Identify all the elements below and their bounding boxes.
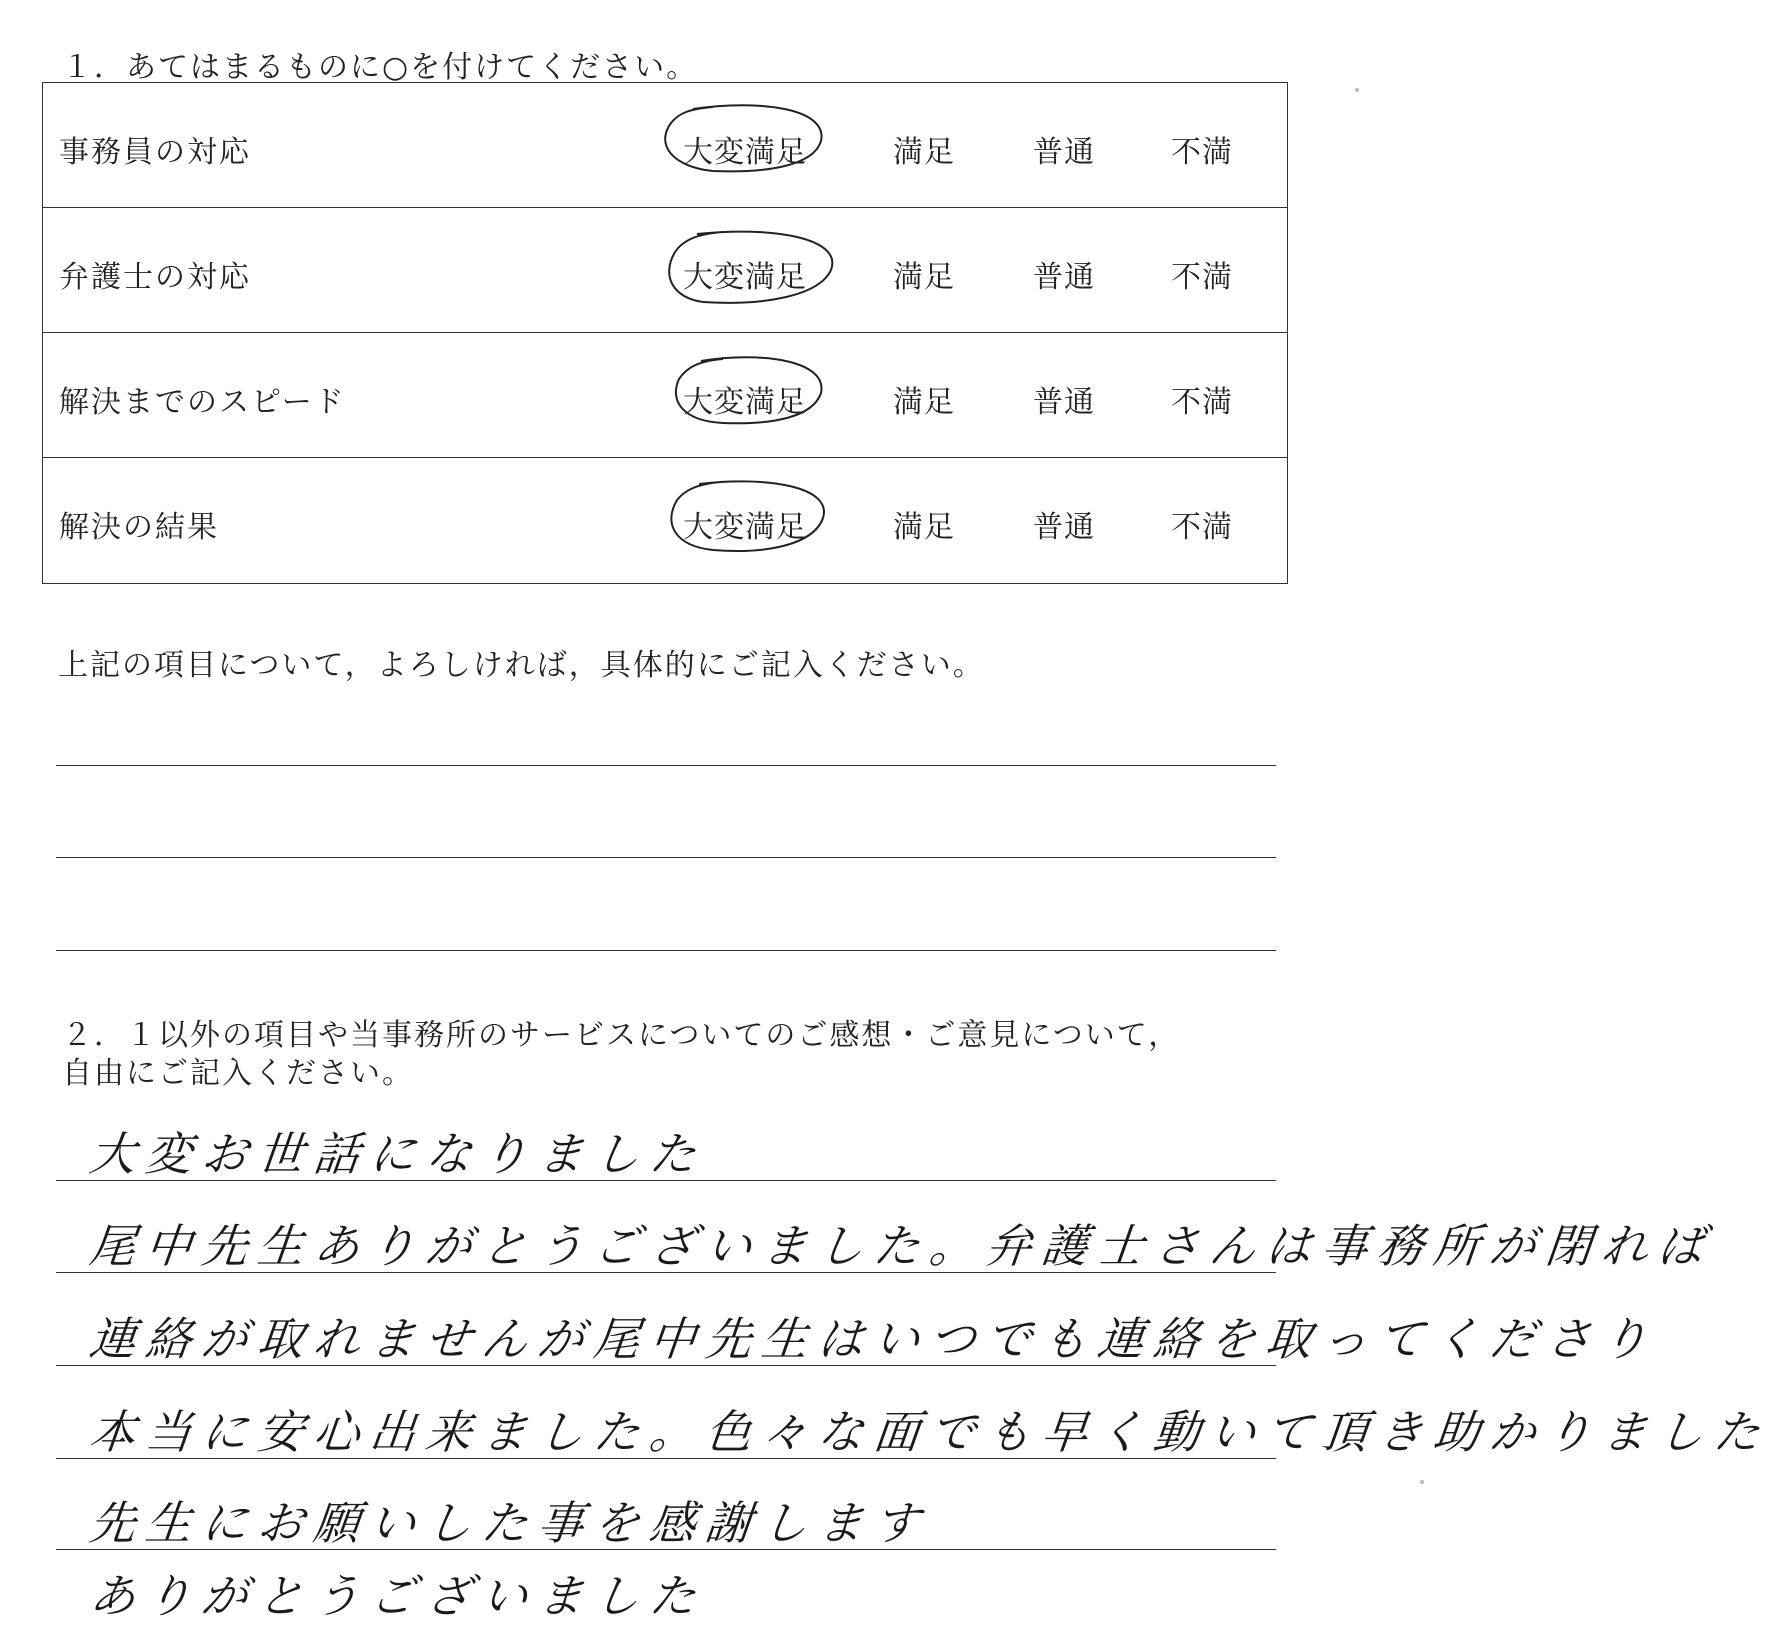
comment-line[interactable] [56, 950, 1276, 951]
table-row [43, 208, 1287, 333]
table-row [43, 333, 1287, 458]
option-satisfied[interactable]: 満足 [893, 385, 955, 420]
row-label: 弁護士の対応 [59, 260, 251, 295]
handwritten-line: 先生にお願いした事を感謝します [86, 1496, 933, 1550]
option-normal[interactable]: 普通 [1033, 260, 1095, 295]
option-dissatisfied[interactable]: 不満 [1171, 510, 1233, 545]
row-label: 解決までのスピード [59, 385, 346, 420]
row-label: 事務員の対応 [59, 135, 251, 170]
answer-line[interactable] [56, 1272, 1276, 1273]
row-label: 解決の結果 [59, 510, 219, 545]
speck [1355, 88, 1359, 92]
option-normal[interactable]: 普通 [1033, 135, 1095, 170]
option-dissatisfied[interactable]: 不満 [1171, 135, 1233, 170]
option-very-satisfied[interactable]: 大変満足 [683, 510, 807, 545]
option-satisfied[interactable]: 満足 [893, 135, 955, 170]
question-2-title: ２．１以外の項目や当事務所のサービスについてのご感想・ご意見について， [62, 1018, 1181, 1053]
option-dissatisfied[interactable]: 不満 [1171, 260, 1233, 295]
rating-table [42, 82, 1288, 584]
answer-line[interactable] [56, 1365, 1276, 1366]
answer-line[interactable] [56, 1180, 1276, 1181]
handwritten-line: 大変お世話になりました [86, 1127, 709, 1181]
speck [1420, 1480, 1424, 1484]
handwritten-line: ありがとうございました [86, 1569, 709, 1623]
option-satisfied[interactable]: 満足 [893, 510, 955, 545]
option-dissatisfied[interactable]: 不満 [1171, 385, 1233, 420]
option-very-satisfied[interactable]: 大変満足 [683, 135, 807, 170]
comment-line[interactable] [56, 765, 1276, 766]
option-satisfied[interactable]: 満足 [893, 260, 955, 295]
option-very-satisfied[interactable]: 大変満足 [683, 260, 807, 295]
answer-line[interactable] [56, 1549, 1276, 1550]
option-very-satisfied[interactable]: 大変満足 [683, 385, 807, 420]
question-2-title-cont: 自由にご記入ください。 [62, 1056, 414, 1091]
handwritten-line: 本当に安心出来ました。色々な面でも早く動いて頂き助かりました [86, 1405, 1773, 1459]
option-normal[interactable]: 普通 [1033, 385, 1095, 420]
table-row [43, 83, 1287, 208]
comment-line[interactable] [56, 857, 1276, 858]
handwritten-line: 尾中先生ありがとうございました。弁護士さんは事務所が閉れば [86, 1219, 1717, 1273]
question-1-title: １．あてはまるものに○を付けてください。 [62, 50, 699, 85]
handwritten-line: 連絡が取れませんが尾中先生はいつでも連絡を取ってくださり [86, 1312, 1661, 1366]
option-normal[interactable]: 普通 [1033, 510, 1095, 545]
answer-line[interactable] [56, 1458, 1276, 1459]
table-row [43, 458, 1287, 583]
comment-prompt: 上記の項目について，よろしければ，具体的にご記入ください。 [58, 648, 985, 683]
